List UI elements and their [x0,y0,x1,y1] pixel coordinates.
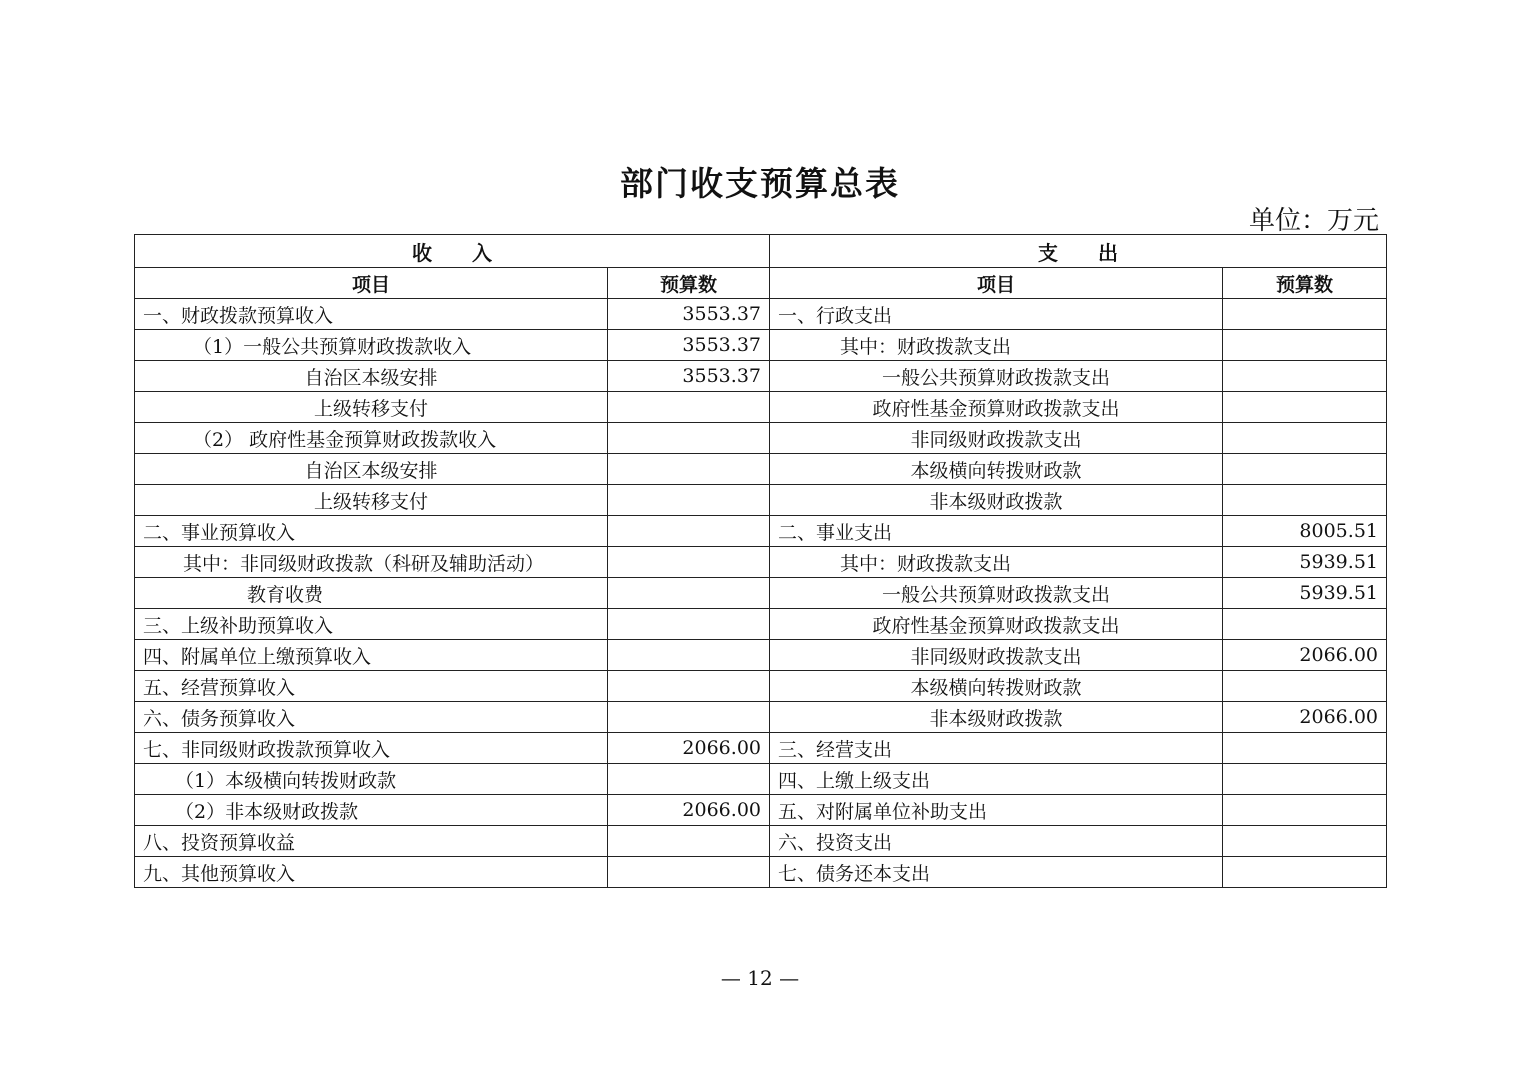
column-header-budget-left: 预算数 [608,268,770,299]
expense-value [1223,361,1387,392]
expense-value [1223,299,1387,330]
income-item: 三、上级补助预算收入 [135,609,608,640]
income-item: 二、事业预算收入 [135,516,608,547]
column-header-item-left: 项目 [135,268,608,299]
income-value [608,764,770,795]
income-item: 其中：非同级财政拨款（科研及辅助活动） [135,547,608,578]
table-row [135,423,1387,454]
expense-item: 四、上缴上级支出 [770,764,1223,795]
expense-value: 2066.00 [1223,702,1387,733]
income-item: 九、其他预算收入 [135,857,608,888]
expense-item: 其中：财政拨款支出 [770,330,1223,361]
income-value [608,485,770,516]
income-value [608,671,770,702]
table-row [135,516,1387,547]
income-item: （1）一般公共预算财政拨款收入 [135,330,608,361]
income-item: 七、非同级财政拨款预算收入 [135,733,608,764]
expense-item: 一般公共预算财政拨款支出 [770,578,1223,609]
expense-value [1223,764,1387,795]
income-value [608,392,770,423]
income-section-header: 收 入 [135,235,770,268]
expense-item: 非本级财政拨款 [770,702,1223,733]
income-value: 3553.37 [608,299,770,330]
expense-value [1223,330,1387,361]
table-row [135,454,1387,485]
expense-item: 二、事业支出 [770,516,1223,547]
table-row [135,485,1387,516]
table-row [135,640,1387,671]
income-value: 3553.37 [608,361,770,392]
income-item: 四、附属单位上缴预算收入 [135,640,608,671]
expense-value [1223,671,1387,702]
expense-value: 5939.51 [1223,547,1387,578]
expense-item: 非同级财政拨款支出 [770,640,1223,671]
expense-value [1223,857,1387,888]
column-header-budget-right: 预算数 [1223,268,1387,299]
table-row [135,764,1387,795]
budget-table [134,234,1387,888]
table-row [135,702,1387,733]
income-item: 上级转移支付 [135,392,608,423]
table-row [135,733,1387,764]
expense-item: 五、对附属单位补助支出 [770,795,1223,826]
expense-item: 政府性基金预算财政拨款支出 [770,392,1223,423]
table-row [135,392,1387,423]
expense-value [1223,609,1387,640]
section-header-row [135,235,1387,268]
income-value: 2066.00 [608,795,770,826]
income-item: 自治区本级安排 [135,454,608,485]
income-value [608,547,770,578]
income-value [608,826,770,857]
income-value [608,857,770,888]
expense-value: 8005.51 [1223,516,1387,547]
income-value [608,578,770,609]
expense-value [1223,392,1387,423]
expense-value: 5939.51 [1223,578,1387,609]
page-number: — 12 — [720,966,800,990]
table-row [135,299,1387,330]
column-header-item-right: 项目 [770,268,1223,299]
unit-label: 单位：万元 [1248,206,1379,236]
expense-value [1223,454,1387,485]
expense-value [1223,733,1387,764]
income-item: 一、财政拨款预算收入 [135,299,608,330]
table-row [135,609,1387,640]
income-item: 八、投资预算收益 [135,826,608,857]
income-item: 六、债务预算收入 [135,702,608,733]
income-value: 2066.00 [608,733,770,764]
expense-item: 非同级财政拨款支出 [770,423,1223,454]
expense-item: 一般公共预算财政拨款支出 [770,361,1223,392]
expense-item: 非本级财政拨款 [770,485,1223,516]
income-value [608,516,770,547]
column-header-row [135,268,1387,299]
expense-value [1223,795,1387,826]
table-row [135,795,1387,826]
table-row [135,857,1387,888]
table-row [135,671,1387,702]
table-row [135,826,1387,857]
expense-item: 三、经营支出 [770,733,1223,764]
expense-value [1223,485,1387,516]
income-value [608,454,770,485]
table-row [135,578,1387,609]
income-item: （2） 政府性基金预算财政拨款收入 [135,423,608,454]
expense-value [1223,423,1387,454]
income-value [608,702,770,733]
expense-item: 七、债务还本支出 [770,857,1223,888]
expense-item: 六、投资支出 [770,826,1223,857]
expense-section-header: 支 出 [770,235,1387,268]
income-value [608,609,770,640]
expense-item: 其中：财政拨款支出 [770,547,1223,578]
expense-item: 本级横向转拨财政款 [770,671,1223,702]
income-item: （2）非本级财政拨款 [135,795,608,826]
expense-item: 政府性基金预算财政拨款支出 [770,609,1223,640]
table-row [135,330,1387,361]
income-item: 上级转移支付 [135,485,608,516]
expense-item: 一、行政支出 [770,299,1223,330]
expense-item: 本级横向转拨财政款 [770,454,1223,485]
table-row [135,361,1387,392]
page-title: 部门收支预算总表 [620,164,900,203]
income-value: 3553.37 [608,330,770,361]
income-item: 教育收费 [135,578,608,609]
income-item: （1）本级横向转拨财政款 [135,764,608,795]
income-value [608,423,770,454]
income-item: 五、经营预算收入 [135,671,608,702]
expense-value [1223,826,1387,857]
expense-value: 2066.00 [1223,640,1387,671]
table-row [135,547,1387,578]
income-item: 自治区本级安排 [135,361,608,392]
income-value [608,640,770,671]
